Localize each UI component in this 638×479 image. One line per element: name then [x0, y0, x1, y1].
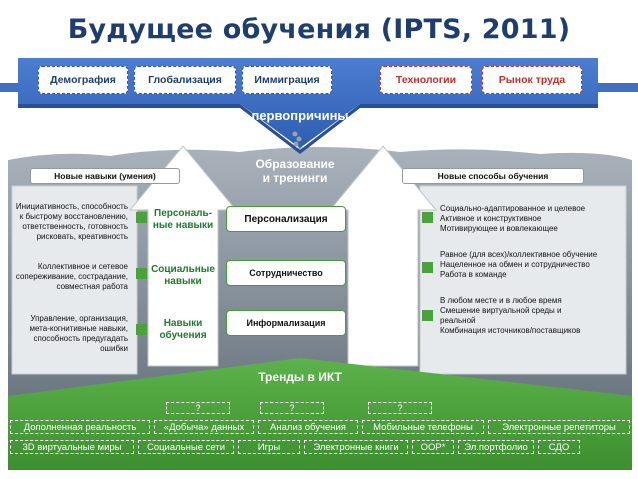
trend-item: СДО: [538, 440, 580, 454]
green-marker: [422, 310, 433, 321]
green-marker: [136, 268, 147, 279]
green-marker: [422, 212, 433, 223]
new-methods-box: Новые способы обучения: [402, 168, 584, 184]
center-informalization: Информализация: [226, 310, 346, 336]
center-collaboration: Сотрудничество: [226, 260, 346, 286]
trends-row-2: [10, 440, 630, 454]
education-label: Образование и тренинги: [255, 157, 335, 185]
unknown-trend-1: ?: [166, 402, 230, 414]
driver-globalization: Глобализация: [134, 66, 236, 94]
unknown-trend-2: ?: [260, 402, 324, 414]
trend-item: OOP*: [412, 440, 454, 454]
green-marker: [136, 212, 147, 223]
left-group-social: Коллективное и сетевое сопереживание, сострадание, совместная работа: [15, 262, 128, 291]
driver-technology: Технологии: [380, 66, 472, 94]
trend-item: Дополненная реальность: [10, 420, 150, 434]
driver-labour-market: Рынок труда: [482, 66, 582, 94]
driver-immigration: Иммиграция: [242, 66, 332, 94]
trend-item: «Добыча» данных: [154, 420, 254, 434]
driver-demography: Демография: [38, 66, 128, 94]
center-personalization: Персонализация: [226, 206, 346, 232]
trend-item: Анализ обучения: [258, 420, 358, 434]
left-group-learning: Управление, организация, мета-когнитивные навыки, способность предугадать ошибки: [29, 314, 128, 353]
trends-row-1: [10, 420, 630, 434]
left-group-personal: Инициативность, способность к быстрому восстановлению, ответственность, готовность рисковать, креативность: [15, 202, 128, 241]
unknown-trend-3: ?: [368, 402, 432, 414]
right-group-1: Социально-адаптированное и целевое Активное и конструктивное Мотивирующее и вовлекающее: [440, 204, 586, 233]
skill-personal: Персональ- ные навыки: [152, 208, 214, 231]
page-title: Будущее обучения (IPTS, 2011): [67, 14, 571, 45]
trend-item: Социальные сети: [138, 440, 234, 454]
trend-item: Электронные репетиторы: [488, 420, 630, 434]
trend-item: Мобильные телефоны: [362, 420, 484, 434]
skill-social: Социальные навыки: [151, 264, 215, 287]
new-skills-box: Новые навыки (умения): [30, 168, 180, 184]
trend-item: Электронные книги: [304, 440, 408, 454]
skill-learning: Навыки обучения: [159, 318, 207, 341]
trends-title: Тренды в ИКТ: [258, 370, 342, 384]
green-marker: [136, 324, 147, 335]
root-causes-label: первопричины: [251, 108, 349, 123]
trend-item: Игры: [238, 440, 300, 454]
green-marker: [422, 262, 433, 273]
right-group-3: В любом месте и в любое время Смешение виртуальной среды и реальной Комбинация источников/поставщиков: [440, 296, 581, 335]
trend-item: 3D виртуальные миры: [10, 440, 134, 454]
trend-item: Эл.портфолио: [458, 440, 534, 454]
right-group-2: Равное (для всех)/коллективное обучение Нацеленное на обмен и сотрудничество Работа в команде: [440, 250, 598, 279]
